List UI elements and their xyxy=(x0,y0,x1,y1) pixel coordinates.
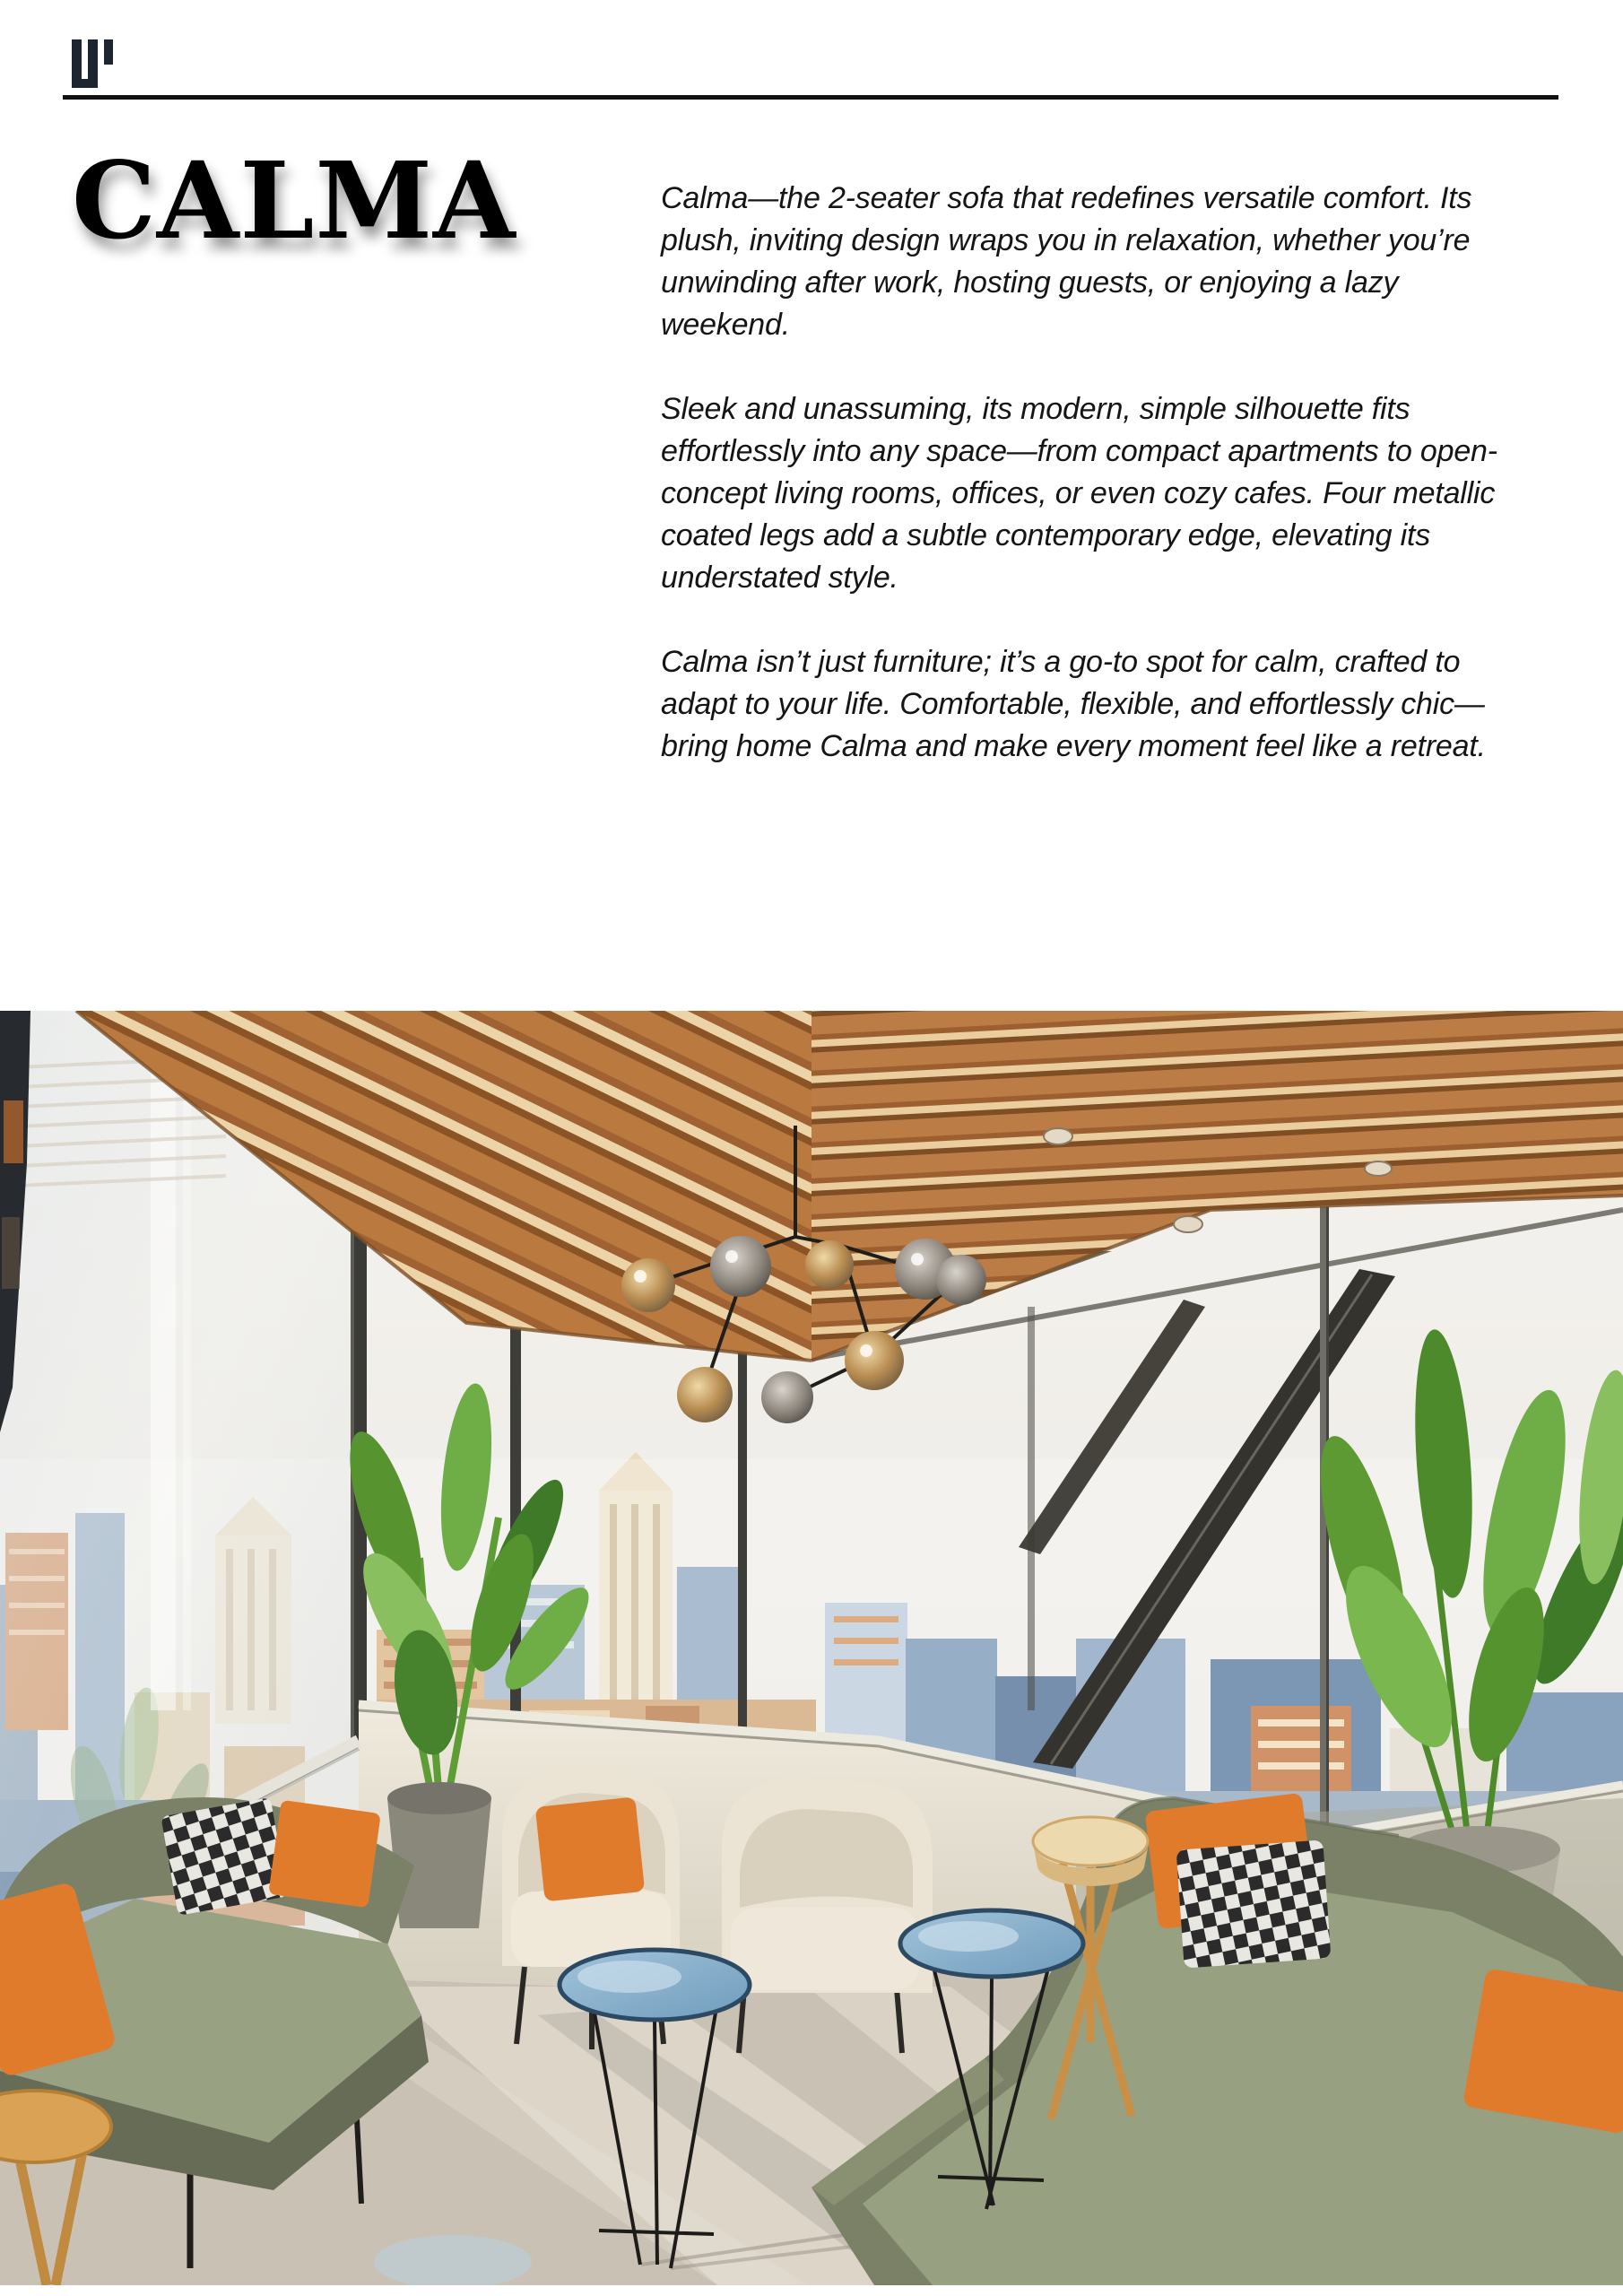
description-paragraph: Sleek and unassuming, its modern, simple silhouette fits effortlessly into any space—from compact apartments to open-concept living rooms, offices, or even cozy cafes. Four metallic coated legs add a subtle contemporary edge, elevating its understated style. xyxy=(661,392,1497,595)
orange-pillow xyxy=(535,1796,645,1901)
hero-photo xyxy=(0,1011,1623,2285)
ceiling-light xyxy=(1044,1128,1072,1144)
product-description xyxy=(661,178,1511,810)
lounge-illustration xyxy=(0,1011,1623,2285)
brand-logo-icon xyxy=(72,39,117,88)
gingham-pillow xyxy=(161,1797,288,1916)
orange-pillow xyxy=(268,1800,381,1909)
orange-pillow xyxy=(1462,1968,1623,2135)
description-paragraph: Calma—the 2-seater sofa that redefines versatile comfort. Its plush, inviting design wraps you in relaxation, whether you’re unwinding after work, hosting guests, or enjoying a lazy weekend. xyxy=(661,181,1472,342)
description-paragraph: Calma isn’t just furniture; it’s a go-to spot for calm, crafted to adapt to your life. Comfortable, flexible, and effortlessly chic—bring home Calma and make every moment feel like a retreat. xyxy=(661,645,1486,763)
header-divider xyxy=(63,95,1558,100)
gingham-pillow xyxy=(1176,1839,1332,1968)
ceiling-light xyxy=(1174,1216,1202,1232)
ceiling-light xyxy=(1365,1161,1392,1176)
page-title: CALMA xyxy=(72,138,516,263)
